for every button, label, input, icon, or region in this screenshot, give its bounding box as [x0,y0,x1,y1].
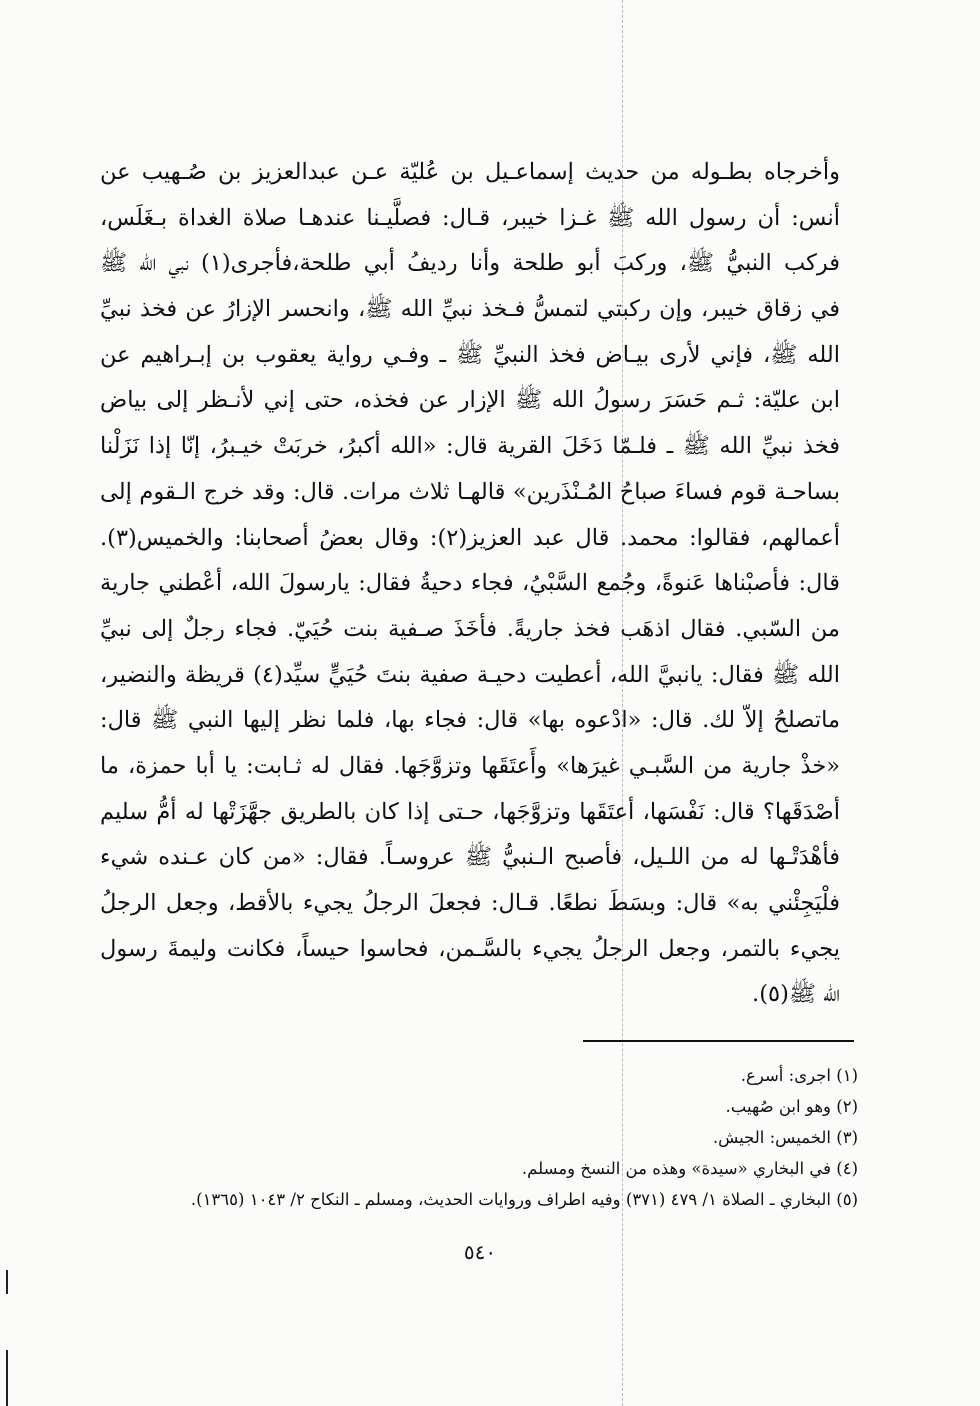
text-line: الله ﷺ فقال: يانبيَّ الله، أعطيت دحيـة صفية بنتَ حُيَيٍّ سيِّد(٤) قريظة والنضير، [100,661,840,688]
text-line: الله ﷺ، فإني لأرى بيـاض فخذ النبيِّ ﷺ ـ وفـي رواية يعقوب بن إبـراهيم عن [100,341,840,368]
text-line: الله ﷺ(٥). [752,981,840,1008]
footnote: (٣) الخميس: الجيش. [712,1128,858,1147]
text-line: ابن عليّة: ثـم حَسَرَ رسولُ الله ﷺ الإزار عن فخذه، حتى إني لأنـظر إلى بياض [100,387,840,414]
scan-edge-mark [6,1270,8,1294]
footnotes-block [140,1060,858,1215]
text-line: أنس: أن رسول الله ﷺ غـزا خيبر، قـال: فصلَّيـنا عندهـا صلاة الغداة بـغَلَس، [100,204,840,231]
text-line: أعمالهم، فقالوا: محمد. قال عبد العزيز(٢): وقال بعضُ أصحابنا: والخميس(٣). [100,524,840,551]
text-line: فخذ نبيِّ الله ﷺ ـ فلـمّا دَخَلَ القرية قال: «الله أكبرُ، خربَتْ خيـبرُ، إنّا إذا نَزَلْنا [100,433,840,460]
text-line: بساحـة قوم فساءَ صباحُ المُـنْذَرين» قالهـا ثلاث مرات. قال: وقد خرج الـقوم إلى [100,478,840,505]
text-line: «خذْ جارية من السَّبـي غيرَها» وأَعتَقَها وتزوَّجَها. فقال له ثـابت: يا أبا حمزة، ما [100,752,840,779]
footnote: (٥) البخاري ـ الصلاة ١/ ٤٧٩ (٣٧١) وفيه اطراف وروايات الحديث، ومسلم ـ النكاح ٢/ ١٠٤٣ (١٣٦٥). [190,1190,858,1209]
text-line: فأهْدَتْـها له من اللـيل، فأصبح الـنبيُّ ﷺ عروسـاً. فقال: «من كان عـنده شيء [100,844,840,871]
footnote-separator [583,1040,854,1042]
footnote: (٤) في البخاري «سيدة» وهذه من النسخ ومسلم. [521,1159,858,1178]
text-line: يجيء بالتمر، وجعل الرجلُ يجيء بالسَّـمن، فحاسوا حيساً، فكانت وليمةَ رسول [100,935,840,962]
scan-edge-mark [6,1350,8,1406]
footnote: (٢) وهو ابن صُهيب. [725,1097,858,1116]
text-line: ماتصلحُ إلاّ لك. قال: «ادْعوه بها» قال: فجاء بها، فلما نظر إليها النبي ﷺ قال: [100,707,840,734]
footnote: (١) اجرى: أسرع. [740,1066,858,1085]
text-line: في زقاق خيبر، وإن ركبتي لتمسُّ فـخذ نبيِّ الله ﷺ، وانحسر الإزارُ عن فخذ نبيِّ [100,296,840,323]
text-line: قال: فأصبْناها عَنوةً، وجُمع السَّبْيُ، فجاء دحيةُ فقال: يارسولَ الله، أعْطني جارية [100,570,840,597]
page-number: ٥٤٠ [463,1240,497,1264]
main-text-block [100,150,840,1018]
text-line: فلْيَجِئْني به» قال: وبسَطَ نطعًا. قـال: فجعلَ الرجلُ يجيء بالأقط، وجعل الرجلُ [100,890,840,916]
text-line: أصْدَقَها؟ قال: نَفْسَها، أعتَقَها وتزوَّجَها، حـتى إذا كان بالطريق جهَّزَتْها له أمُّ سليم [100,798,840,825]
text-line: وأخرجاه بطـوله من حديث إسماعـيل بن عُليّة عـن عبدالعزيز بن صُـهيب عن [100,159,840,185]
text-line: فركب النبيُّ ﷺ، وركبَ أبو طلحة وأنا رديفُ أبي طلحة،فأجرى(١) نبي الله ﷺ [100,250,840,277]
text-line: من السّبي. فقال اذهَب فخذ جاريةً. فأخَذَ صـفية بنت حُيَيّ. فجاء رجلٌ إلى نبيِّ [100,615,840,642]
